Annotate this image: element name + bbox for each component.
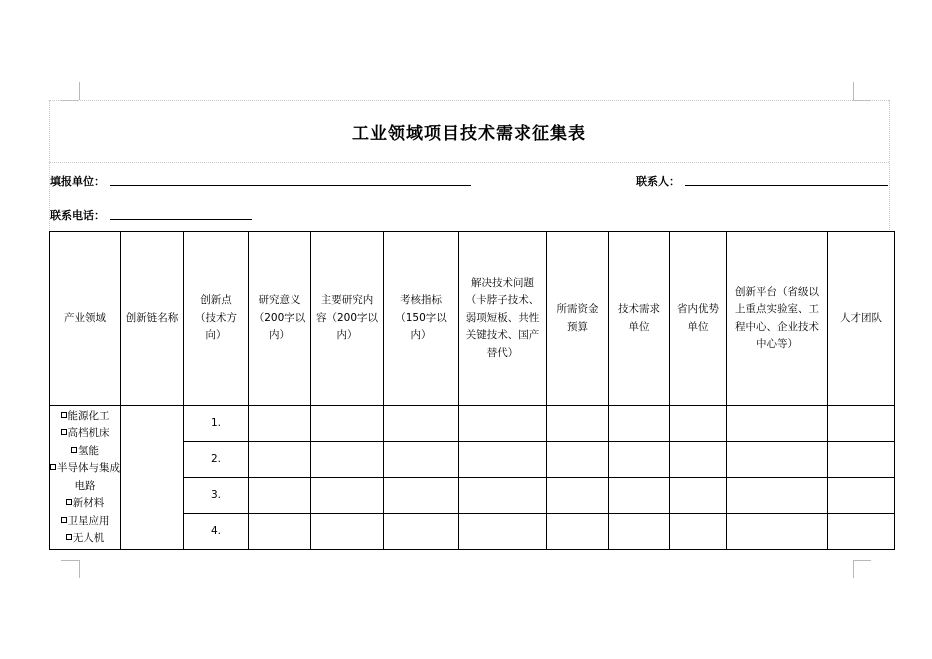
header-line: 人才团队 (840, 311, 882, 324)
page-title: 工业领域项目技术需求征集表 (352, 124, 586, 144)
cell[interactable] (249, 406, 311, 442)
cell[interactable] (727, 478, 828, 514)
header-province-advantage-unit (670, 232, 727, 406)
header-line: 单位 (628, 320, 650, 333)
header-line: 内） (269, 329, 290, 342)
unit-field[interactable] (110, 185, 471, 186)
cell[interactable] (828, 406, 895, 442)
row-number: 1. (184, 406, 249, 442)
cell[interactable] (547, 406, 609, 442)
cell[interactable] (609, 478, 670, 514)
contact-field[interactable] (685, 185, 888, 186)
industry-option[interactable] (50, 425, 120, 443)
header-innovation-platform (727, 232, 828, 406)
crop-mark-bottom-right (853, 560, 871, 561)
header-significance (249, 232, 311, 406)
requirements-table (49, 231, 895, 550)
header-line: 中心等） (756, 338, 798, 350)
cell[interactable] (311, 406, 384, 442)
industry-option-label: 能源化工 (67, 409, 110, 422)
checkbox-icon[interactable] (66, 534, 72, 540)
cell[interactable] (609, 442, 670, 478)
cell[interactable] (547, 478, 609, 514)
unit-label: 填报单位： (50, 175, 105, 188)
cell[interactable] (311, 514, 384, 550)
cell[interactable] (459, 442, 547, 478)
checkbox-icon[interactable] (61, 429, 67, 435)
cell[interactable] (828, 478, 895, 514)
header-industry (50, 232, 121, 406)
header-line: （200字以 (253, 311, 306, 324)
industry-option-label: 半导体与集成 (57, 462, 120, 474)
cell[interactable] (727, 406, 828, 442)
header-line: 弱项短板、共性 (465, 311, 540, 324)
header-line: 关键技术、国产 (465, 329, 540, 342)
header-research-content (311, 232, 384, 406)
phone-label: 联系电话： (50, 209, 105, 222)
cell[interactable] (311, 478, 384, 514)
phone-field[interactable] (110, 219, 252, 220)
cell[interactable] (249, 478, 311, 514)
crop-mark-top-right (853, 82, 854, 100)
cell[interactable] (459, 478, 547, 514)
industry-option-continuation: 电路 (74, 479, 96, 492)
header-demand-unit (609, 232, 670, 406)
header-line: 解决技术问题 (471, 276, 534, 289)
cell[interactable] (609, 406, 670, 442)
cell[interactable] (384, 514, 459, 550)
cell[interactable] (384, 406, 459, 442)
header-line: 所需资金 (556, 303, 599, 315)
header-line: 替代） (486, 346, 519, 359)
cell[interactable] (459, 406, 547, 442)
row-number: 2. (184, 442, 249, 478)
cell[interactable] (828, 514, 895, 550)
header-line: 考核指标 (400, 294, 442, 307)
header-line: 内） (336, 329, 358, 342)
header-line: 预算 (567, 320, 588, 333)
cell[interactable] (670, 442, 727, 478)
industry-option-label: 新材料 (72, 497, 105, 509)
header-chain-name (121, 232, 184, 406)
header-line: 创新点 (200, 294, 232, 307)
header-line: 创新平台（省级以 (735, 285, 819, 298)
table-row (50, 406, 895, 442)
cell[interactable] (384, 442, 459, 478)
cell[interactable] (249, 442, 311, 478)
industry-option[interactable] (50, 495, 120, 513)
industry-option-label: 卫星应用 (67, 514, 110, 527)
crop-mark-top-left (79, 82, 80, 100)
header-innovation-point (184, 232, 249, 406)
header-line: 容（200字以 (315, 311, 379, 324)
cell[interactable] (547, 514, 609, 550)
industry-option-label: 无人机 (72, 532, 105, 544)
row-number: 4. (184, 514, 249, 550)
cell[interactable] (670, 514, 727, 550)
header-line: （卡脖子技术、 (465, 294, 540, 307)
industry-option[interactable] (50, 443, 120, 461)
checkbox-icon[interactable] (71, 447, 77, 453)
table-header-row (50, 232, 895, 406)
checkbox-icon[interactable] (61, 412, 67, 418)
cell[interactable] (828, 442, 895, 478)
header-frame-top (49, 100, 889, 101)
header-tech-problem (459, 232, 547, 406)
header-talent-team (828, 232, 895, 406)
header-line: 程中心、企业技术 (735, 320, 819, 333)
header-line: 单位 (687, 320, 709, 333)
header-line: 技术需求 (618, 303, 660, 315)
header-line: 内） (410, 329, 432, 342)
checkbox-icon[interactable] (61, 517, 67, 523)
chain-name-cell[interactable] (121, 406, 184, 550)
header-line: （150字以 (395, 311, 447, 324)
cell[interactable] (459, 514, 547, 550)
industry-option[interactable] (50, 460, 120, 478)
cell[interactable] (547, 442, 609, 478)
header-frame-right (889, 100, 890, 230)
industry-option[interactable] (50, 530, 120, 548)
industry-options (50, 406, 121, 550)
header-line: 产业领域 (64, 311, 106, 324)
header-line: 省内优势 (677, 303, 719, 315)
checkbox-icon[interactable] (66, 499, 72, 505)
cell[interactable] (727, 442, 828, 478)
header-assessment-index (384, 232, 459, 406)
industry-option[interactable] (50, 408, 120, 426)
cell[interactable] (384, 478, 459, 514)
header-budget (547, 232, 609, 406)
header-line: 创新链名称 (125, 311, 179, 324)
checkbox-icon[interactable] (50, 464, 56, 470)
row-number: 3. (184, 478, 249, 514)
industry-option-label: 高档机床 (67, 427, 110, 439)
contact-label: 联系人： (636, 175, 680, 188)
crop-mark-bottom-left (79, 560, 80, 578)
cell[interactable] (670, 478, 727, 514)
industry-option-label: 氢能 (78, 444, 99, 457)
header-line: 上重点实验室、工 (735, 303, 819, 315)
header-line: （技术方 (195, 311, 237, 324)
cell[interactable] (609, 514, 670, 550)
crop-mark-bottom-left (61, 560, 79, 561)
cell[interactable] (670, 406, 727, 442)
industry-option[interactable] (50, 513, 120, 531)
cell[interactable] (727, 514, 828, 550)
header-line: 向） (205, 329, 227, 342)
header-line: 主要研究内 (320, 294, 374, 307)
header-line: 研究意义 (258, 294, 301, 307)
header-frame-divider (49, 162, 889, 163)
cell[interactable] (249, 514, 311, 550)
crop-mark-bottom-right (853, 560, 854, 578)
cell[interactable] (311, 442, 384, 478)
